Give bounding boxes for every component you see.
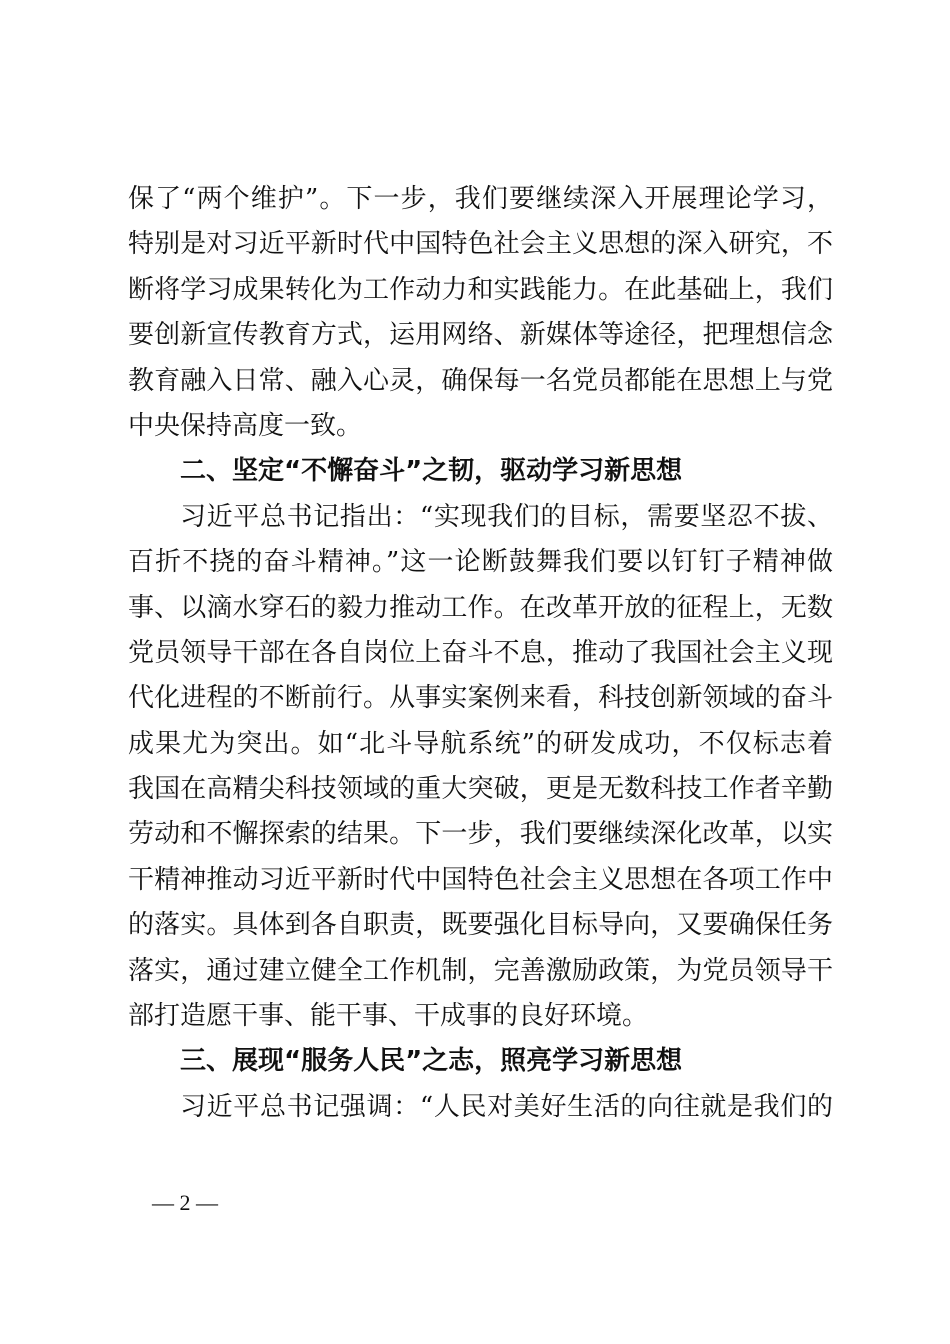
- section-heading: 三、展现“服务人民”之志，照亮学习新思想: [180, 1046, 683, 1077]
- paragraph-line: 事、以滴水穿石的毅力推动工作。在改革开放的征程上，无数: [128, 592, 833, 623]
- paragraph-line: 百折不挠的奋斗精神。”这一论断鼓舞我们要以钉钉子精神做: [128, 547, 833, 578]
- paragraph-line: 特别是对习近平新时代中国特色社会主义思想的深入研究，不: [128, 229, 833, 260]
- paragraph-line: 断将学习成果转化为工作动力和实践能力。在此基础上，我们: [128, 274, 833, 305]
- section-heading: 二、坚定“不懈奋斗”之韧，驱动学习新思想: [180, 456, 683, 487]
- paragraph-line: 中央保持高度一致。: [128, 410, 363, 441]
- paragraph-line: 干精神推动习近平新时代中国特色社会主义思想在各项工作中: [128, 864, 833, 895]
- paragraph-line: 劳动和不懈探索的结果。下一步，我们要继续深化改革，以实: [128, 819, 833, 850]
- paragraph-line: 保了“两个维护”。下一步，我们要继续深入开展理论学习，: [128, 184, 833, 214]
- paragraph-line: 部打造愿干事、能干事、干成事的良好环境。: [128, 1001, 649, 1032]
- body-text: [128, 177, 833, 1130]
- page-number: — 2 —: [152, 1190, 218, 1215]
- paragraph-line: 落实，通过建立健全工作机制，完善激励政策，为党员领导干: [128, 955, 833, 986]
- paragraph-line: 成果尤为突出。如“北斗导航系统”的研发成功，不仅标志着: [128, 728, 833, 759]
- paragraph-line: 的落实。具体到各自职责，既要强化目标导向，又要确保任务: [128, 910, 833, 941]
- paragraph-line: 教育融入日常、融入心灵，确保每一名党员都能在思想上与党: [128, 365, 833, 396]
- paragraph-line: 代化进程的不断前行。从事实案例来看，科技创新领域的奋斗: [128, 683, 833, 714]
- paragraph-line: 党员领导干部在各自岗位上奋斗不息，推动了我国社会主义现: [128, 637, 833, 668]
- paragraph-line: 习近平总书记强调：“人民对美好生活的向往就是我们的: [180, 1091, 833, 1122]
- paragraph-line: 习近平总书记指出：“实现我们的目标，需要坚忍不拔、: [180, 501, 833, 532]
- paragraph-line: 我国在高精尖科技领域的重大突破，更是无数科技工作者辛勤: [128, 774, 833, 805]
- paragraph-line: 要创新宣传教育方式，运用网络、新媒体等途径，把理想信念: [128, 320, 833, 351]
